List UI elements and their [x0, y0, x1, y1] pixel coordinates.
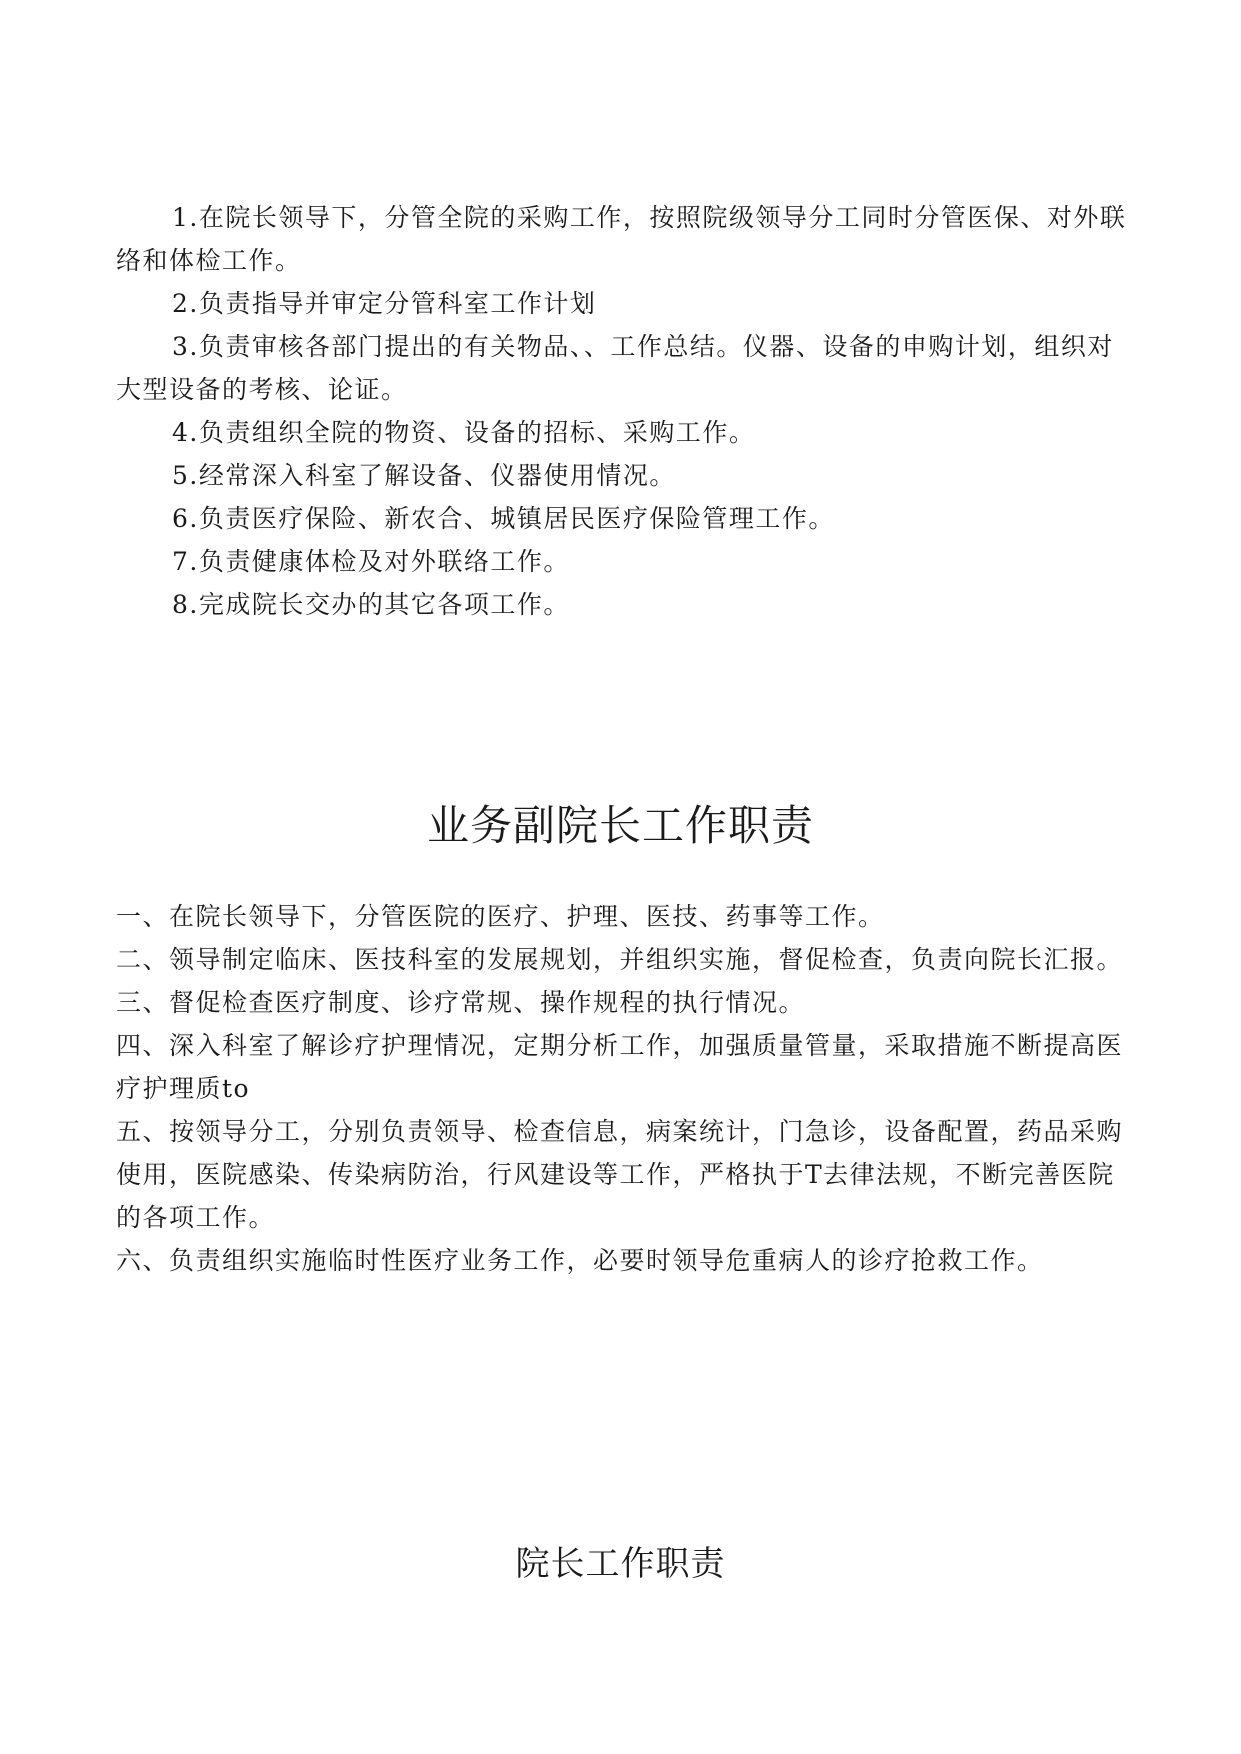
- section-title-business-vice-president: 业务副院长工作职责: [426, 801, 814, 850]
- duty-item-7: 7.负责健康体检及对外联络工作。: [172, 547, 570, 576]
- duty-item-8: 8.完成院长交办的其它各项工作。: [172, 590, 570, 619]
- vp-duty-item-5: 五、按领导分工，分别负责领导、检查信息，病案统计，门急诊，设备配置，药品采购使用，医院感染、传染病防治，行风建设等工作，严格执于T去律法规，不断完善医院的各项工作。: [116, 1117, 1124, 1232]
- duty-item-5: 5.经常深入科室了解设备、仪器使用情况。: [172, 461, 676, 490]
- duty-item-1: 1.在院长领导下，分管全院的采购工作，按照院级领导分工同时分管医保、对外联络和体检工作。: [116, 203, 1127, 275]
- vp-duty-item-6: 六、负责组织实施临时性医疗业务工作，必要时领导危重病人的诊疗抢救工作。: [116, 1246, 1044, 1275]
- vp-duty-item-3: 三、督促检查医疗制度、诊疗常规、操作规程的执行情况。: [116, 988, 806, 1017]
- section-title-president: 院长工作职责: [515, 1544, 726, 1584]
- duty-item-3: 3.负责审核各部门提出的有关物品、、工作总结。仪器、设备的申购计划，组织对大型设备的考核、论证。: [116, 332, 1114, 404]
- duty-item-2: 2.负责指导并审定分管科室工作计划: [172, 289, 597, 318]
- duty-item-4: 4.负责组织全院的物资、设备的招标、采购工作。: [172, 418, 756, 447]
- vp-duty-item-1: 一、在院长领导下，分管医院的医疗、护理、医技、药事等工作。: [116, 902, 885, 931]
- duty-item-6: 6.负责医疗保险、新农合、城镇居民医疗保险管理工作。: [172, 504, 835, 533]
- vp-duty-item-2: 二、领导制定临床、医技科室的发展规划，并组织实施，督促检查，负责向院长汇报。: [116, 945, 1124, 974]
- procurement-duties-list: [116, 196, 1132, 626]
- vp-duty-item-4: 四、深入科室了解诊疗护理情况，定期分析工作，加强质量管量，采取措施不断提高医疗护理质to: [116, 1031, 1124, 1103]
- business-vice-president-duties-list: [116, 895, 1132, 1282]
